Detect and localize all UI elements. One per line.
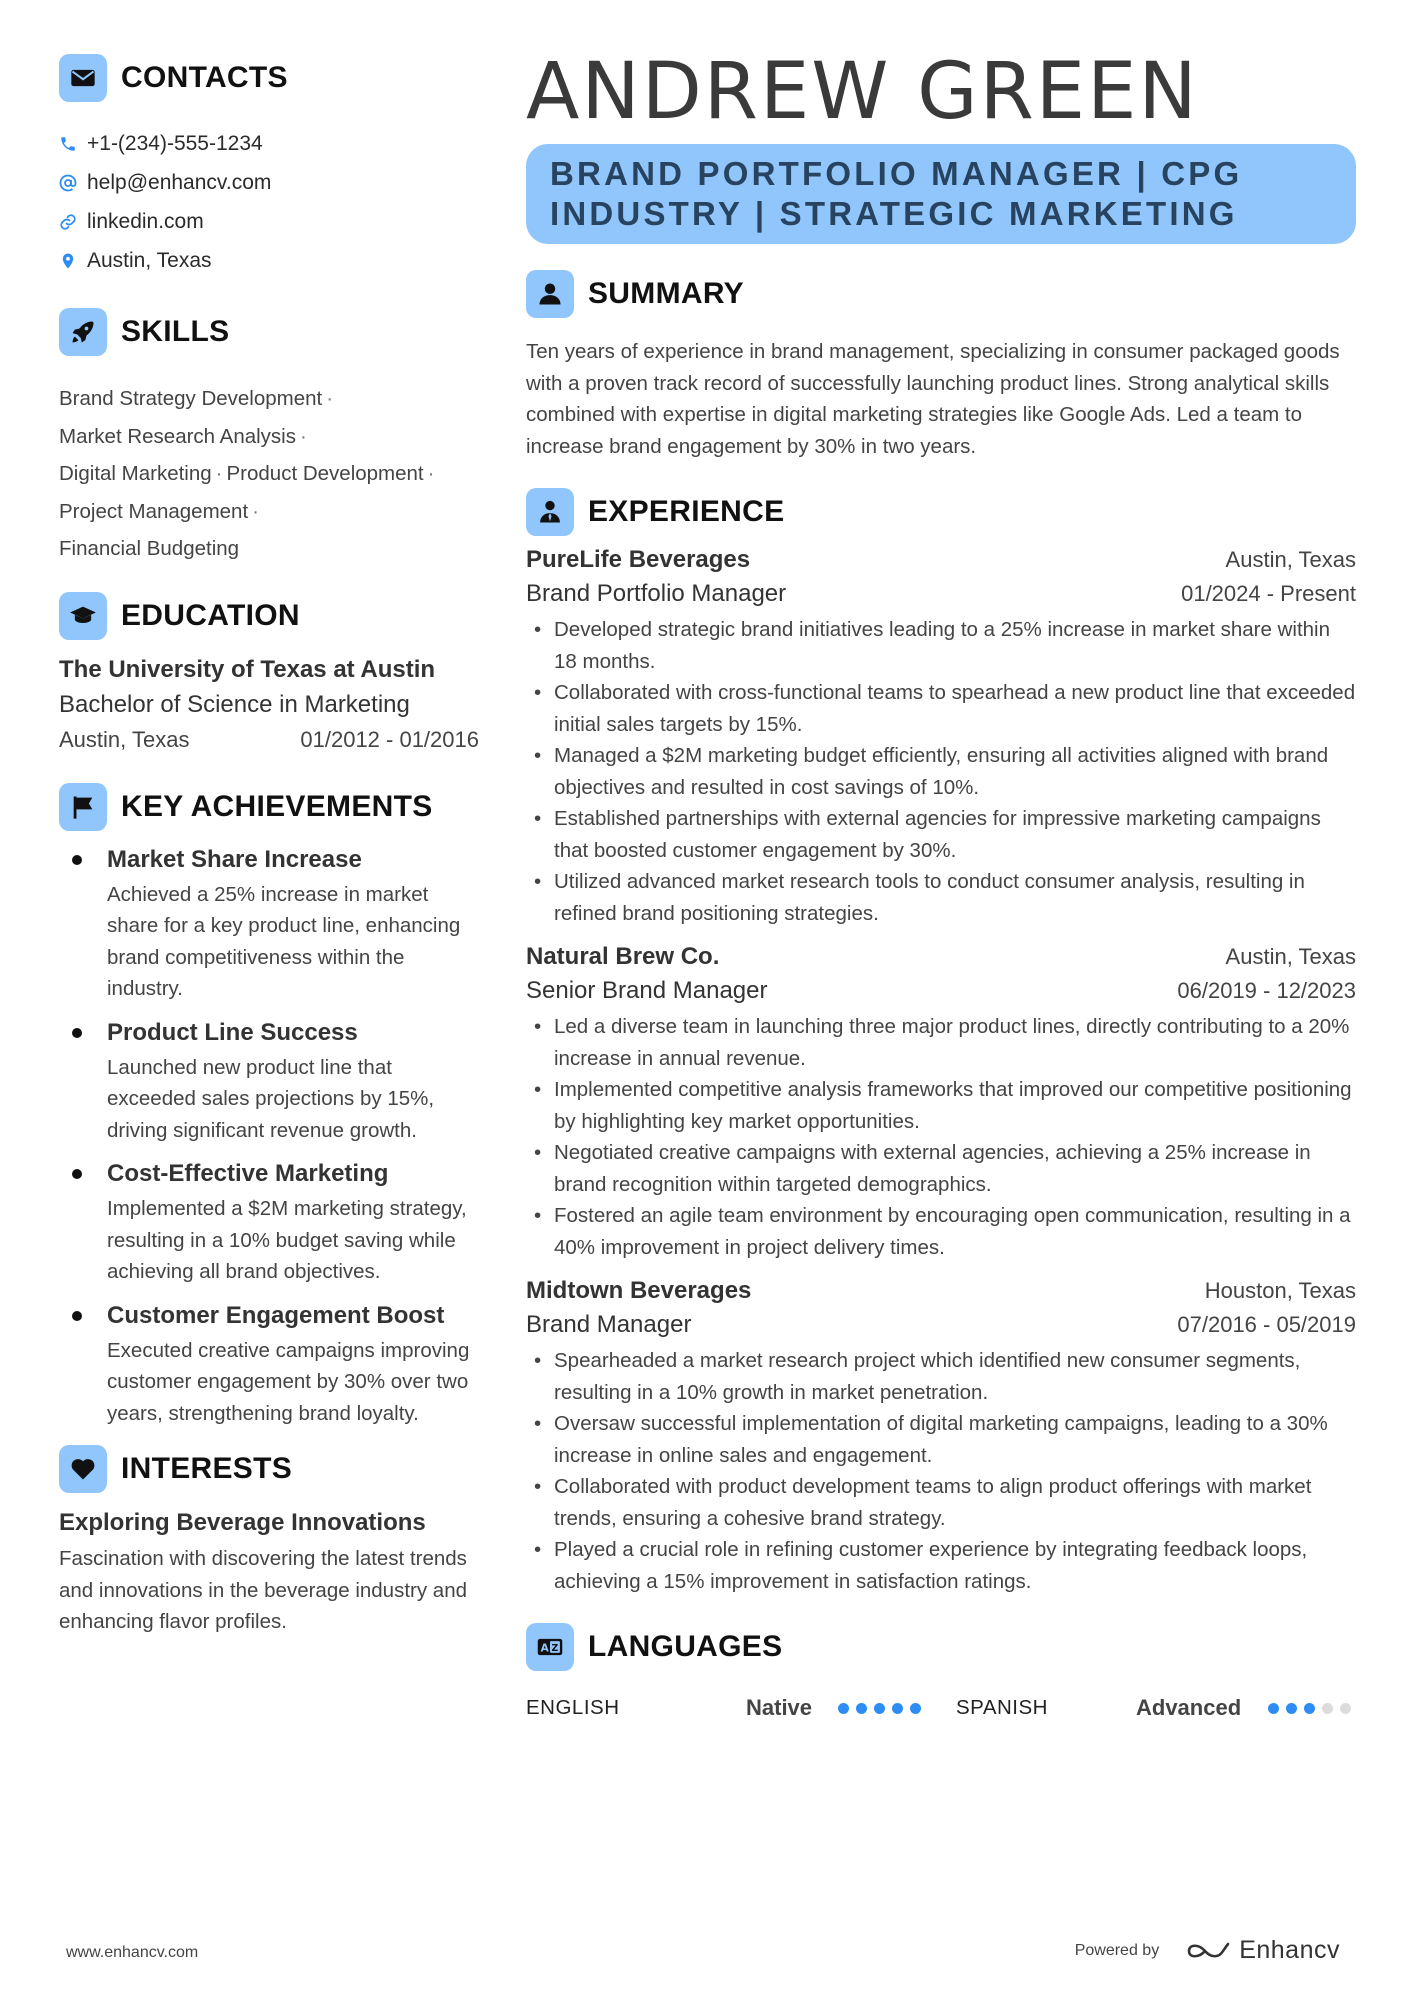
education-school: The University of Texas at Austin — [59, 655, 436, 683]
right-column — [526, 47, 1356, 1721]
svg-text:A: A — [540, 1642, 549, 1655]
languages-list — [526, 1695, 1356, 1721]
language-rating — [1268, 1703, 1351, 1714]
achievements-title: KEY ACHIEVEMENTS — [121, 789, 433, 823]
education-degree: Bachelor of Science in Marketing — [59, 690, 410, 718]
contacts-list — [59, 124, 479, 280]
rating-dot-filled — [910, 1703, 921, 1714]
job-bullets — [526, 614, 1356, 929]
envelope-icon — [59, 54, 107, 102]
job-bullet: • Established partnerships with external agencies for impressive marketing campaigns that boosted customer engagement by 30%. — [526, 803, 1356, 866]
rocket-icon — [59, 308, 107, 356]
contact-location — [59, 241, 479, 280]
enhancv-brand-text: Enhancv — [1239, 1936, 1340, 1964]
skills-list — [59, 380, 479, 568]
language-level: Advanced — [1136, 1695, 1242, 1720]
job-company: PureLife Beverages — [526, 546, 751, 573]
job-entry — [526, 1277, 1356, 1597]
job-company: Natural Brew Co. — [526, 943, 720, 970]
achievement-text: Executed creative campaigns improving customer engagement by 30% over two years, strengthening brand loyalty. — [107, 1338, 470, 1425]
skill-line — [59, 530, 479, 568]
contact-phone[interactable] — [59, 124, 479, 163]
education-location: Austin, Texas — [59, 726, 190, 752]
skill-line: Digital Marketing · Product Development · — [59, 462, 435, 485]
summary-title: SUMMARY — [588, 277, 744, 310]
skill-line: Project Management · — [59, 499, 259, 523]
job-bullet: • Fostered an agile team environment by encouraging open communication, resulting in a 40% improvement in project delivery times. — [526, 1200, 1356, 1263]
education-dates: 01/2012 - 01/2016 — [300, 726, 479, 752]
contacts-header — [59, 54, 479, 102]
phone-text: +1-(234)-555-1234 — [87, 131, 263, 155]
language-name: SPANISH — [956, 1696, 1048, 1719]
summary-text: Ten years of experience in brand management, specializing in consumer packaged goods with a proven track record of successfully launching product lines. Strong analytical skills combined with expertise in digital marketing strategies like Google Ads. Led a team to increase brand engagement by 30% in two years. — [526, 340, 1340, 458]
skill-item: Digital Marketing — [59, 462, 212, 485]
job-bullet: • Led a diverse team in launching three major product lines, directly contributing to a 20% increase in annual revenue. — [526, 1011, 1356, 1074]
rating-dot-filled — [1304, 1703, 1315, 1714]
contact-email[interactable] — [59, 163, 479, 202]
job-role: Senior Brand Manager — [526, 977, 768, 1004]
achievement-title: Product Line Success — [107, 1018, 358, 1046]
job-bullet: • Utilized advanced market research tools to conduct consumer analysis, resulting in refined brand positioning strategies. — [526, 866, 1356, 929]
achievement-item — [59, 1159, 479, 1288]
achievement-text: Achieved a 25% increase in market share for a key product line, enhancing brand competitiveness within the industry. — [107, 882, 461, 1000]
rating-dot-filled — [856, 1703, 867, 1714]
job-bullet: • Collaborated with cross-functional teams to spearhead a new product line that exceeded initial sales targets by 15%. — [526, 677, 1356, 740]
skills-title: SKILLS — [121, 315, 230, 348]
job-bullets — [526, 1345, 1356, 1597]
language-name: ENGLISH — [526, 1696, 620, 1719]
language-level: Native — [746, 1695, 813, 1720]
job-location: Austin, Texas — [1225, 547, 1356, 572]
achievement-item — [59, 1301, 479, 1430]
contact-linkedin[interactable] — [59, 202, 479, 241]
phone-icon — [59, 135, 77, 153]
education-title: EDUCATION — [121, 598, 300, 632]
achievements-list — [59, 845, 479, 1430]
rating-dot-empty — [1322, 1703, 1333, 1714]
linkedin-text: linkedin.com — [87, 209, 204, 233]
svg-text:Z: Z — [551, 1643, 559, 1655]
summary-header — [526, 270, 1356, 318]
powered-by-text: Powered by — [1074, 1941, 1160, 1959]
rating-dot-filled — [892, 1703, 903, 1714]
achievement-title: Market Share Increase — [107, 845, 362, 873]
job-entry — [526, 943, 1356, 1263]
interests-title: INTERESTS — [121, 1452, 293, 1485]
bullet-icon — [72, 1169, 82, 1179]
rating-dot-empty — [1340, 1703, 1351, 1714]
briefcase-user-icon — [526, 488, 574, 536]
bullet-icon — [72, 1028, 82, 1038]
skill-item: Product Development — [226, 462, 424, 485]
achievement-item — [59, 845, 479, 1005]
job-company: Midtown Beverages — [526, 1277, 752, 1304]
interests-header — [59, 1445, 479, 1493]
job-role: Brand Manager — [526, 1311, 692, 1338]
heart-icon — [59, 1445, 107, 1493]
rating-dot-filled — [874, 1703, 885, 1714]
footer-branding — [1075, 1936, 1340, 1965]
achievement-title: Customer Engagement Boost — [107, 1301, 445, 1329]
education-meta — [59, 727, 479, 753]
job-bullet: • Spearheaded a market research project which identified new consumer segments, resulting in a 10% growth in market penetration. — [526, 1345, 1356, 1408]
skills-header — [59, 308, 479, 356]
at-sign-icon — [59, 174, 77, 192]
job-bullet: • Played a crucial role in refining customer experience by integrating feedback loops, achieving a 15% improvement in satisfaction ratings. — [526, 1534, 1356, 1597]
job-bullet: • Collaborated with product development teams to align product offerings with market trends, ensuring a cohesive brand strategy. — [526, 1471, 1356, 1534]
achievement-text: Launched new product line that exceeded sales projections by 15%, driving significant revenue growth. — [107, 1055, 435, 1142]
job-role: Brand Portfolio Manager — [526, 580, 787, 607]
enhancv-logo[interactable] — [1185, 1936, 1340, 1965]
achievement-text: Implemented a $2M marketing strategy, resulting in a 10% budget saving while achieving all brand objectives. — [107, 1197, 467, 1283]
link-icon — [59, 213, 77, 231]
job-bullet: • Implemented competitive analysis frameworks that improved our competitive positioning by highlighting key market opportunities. — [526, 1074, 1356, 1137]
rating-dot-filled — [1286, 1703, 1297, 1714]
rating-dot-filled — [838, 1703, 849, 1714]
job-bullet: • Developed strategic brand initiatives leading to a 25% increase in market share within 18 months. — [526, 614, 1356, 677]
job-entry — [526, 546, 1356, 929]
languages-title: LANGUAGES — [588, 1630, 783, 1663]
user-icon — [526, 270, 574, 318]
job-dates: 07/2016 - 05/2019 — [1177, 1312, 1356, 1337]
bullet-icon — [72, 1311, 82, 1321]
job-bullet: • Oversaw successful implementation of digital marketing campaigns, leading to a 30% increase in online sales and engagement. — [526, 1408, 1356, 1471]
skill-line: Market Research Analysis · — [59, 424, 307, 448]
contacts-title: CONTACTS — [121, 61, 288, 94]
language-rating — [838, 1703, 921, 1714]
skill-item: Brand Strategy Development — [59, 387, 323, 410]
interest-text: Fascination with discovering the latest trends and innovations in the beverage industry and enhancing flavor profiles. — [59, 1547, 468, 1633]
bullet-icon — [72, 855, 82, 865]
education-header — [59, 592, 479, 640]
job-bullet: • Managed a $2M marketing budget efficiently, ensuring all activities aligned with brand objectives and resulted in cost savings of 10%. — [526, 740, 1356, 803]
job-location: Austin, Texas — [1225, 944, 1356, 969]
map-pin-icon — [59, 252, 77, 270]
job-dates: 06/2019 - 12/2023 — [1177, 978, 1356, 1003]
language-item — [956, 1695, 1356, 1721]
job-dates: 01/2024 - Present — [1181, 581, 1356, 606]
skill-item: Financial Budgeting — [59, 537, 240, 560]
skill-item: Market Research Analysis — [59, 424, 296, 448]
achievements-header — [59, 783, 479, 831]
language-item — [526, 1695, 956, 1721]
footer-website[interactable]: www.enhancv.com — [66, 1944, 199, 1961]
job-location: Houston, Texas — [1204, 1278, 1356, 1303]
rating-dot-filled — [1268, 1703, 1279, 1714]
left-column — [59, 54, 479, 1638]
translate-icon — [526, 1623, 574, 1671]
email-text: help@enhancv.com — [87, 170, 272, 194]
job-bullet: • Negotiated creative campaigns with external agencies, achieving a 25% increase in brand recognition within targeted demographics. — [526, 1137, 1356, 1200]
experience-title: EXPERIENCE — [588, 495, 785, 528]
achievement-title: Cost-Effective Marketing — [107, 1160, 389, 1187]
achievement-item — [59, 1018, 479, 1147]
location-text: Austin, Texas — [87, 248, 212, 272]
skill-item: Project Management — [59, 499, 249, 523]
skill-line: Brand Strategy Development · — [59, 387, 334, 410]
headline-banner: BRAND PORTFOLIO MANAGER | CPG INDUSTRY | STRATEGIC MARKETING — [526, 144, 1356, 244]
experience-header — [526, 488, 1356, 536]
languages-header — [526, 1623, 1356, 1671]
graduation-cap-icon — [59, 592, 107, 640]
interest-title: Exploring Beverage Innovations — [59, 1509, 426, 1536]
candidate-name: ANDREW GREEN — [526, 47, 1199, 137]
flag-icon — [59, 783, 107, 831]
job-bullets — [526, 1011, 1356, 1263]
enhancv-logo-icon — [1185, 1939, 1231, 1963]
